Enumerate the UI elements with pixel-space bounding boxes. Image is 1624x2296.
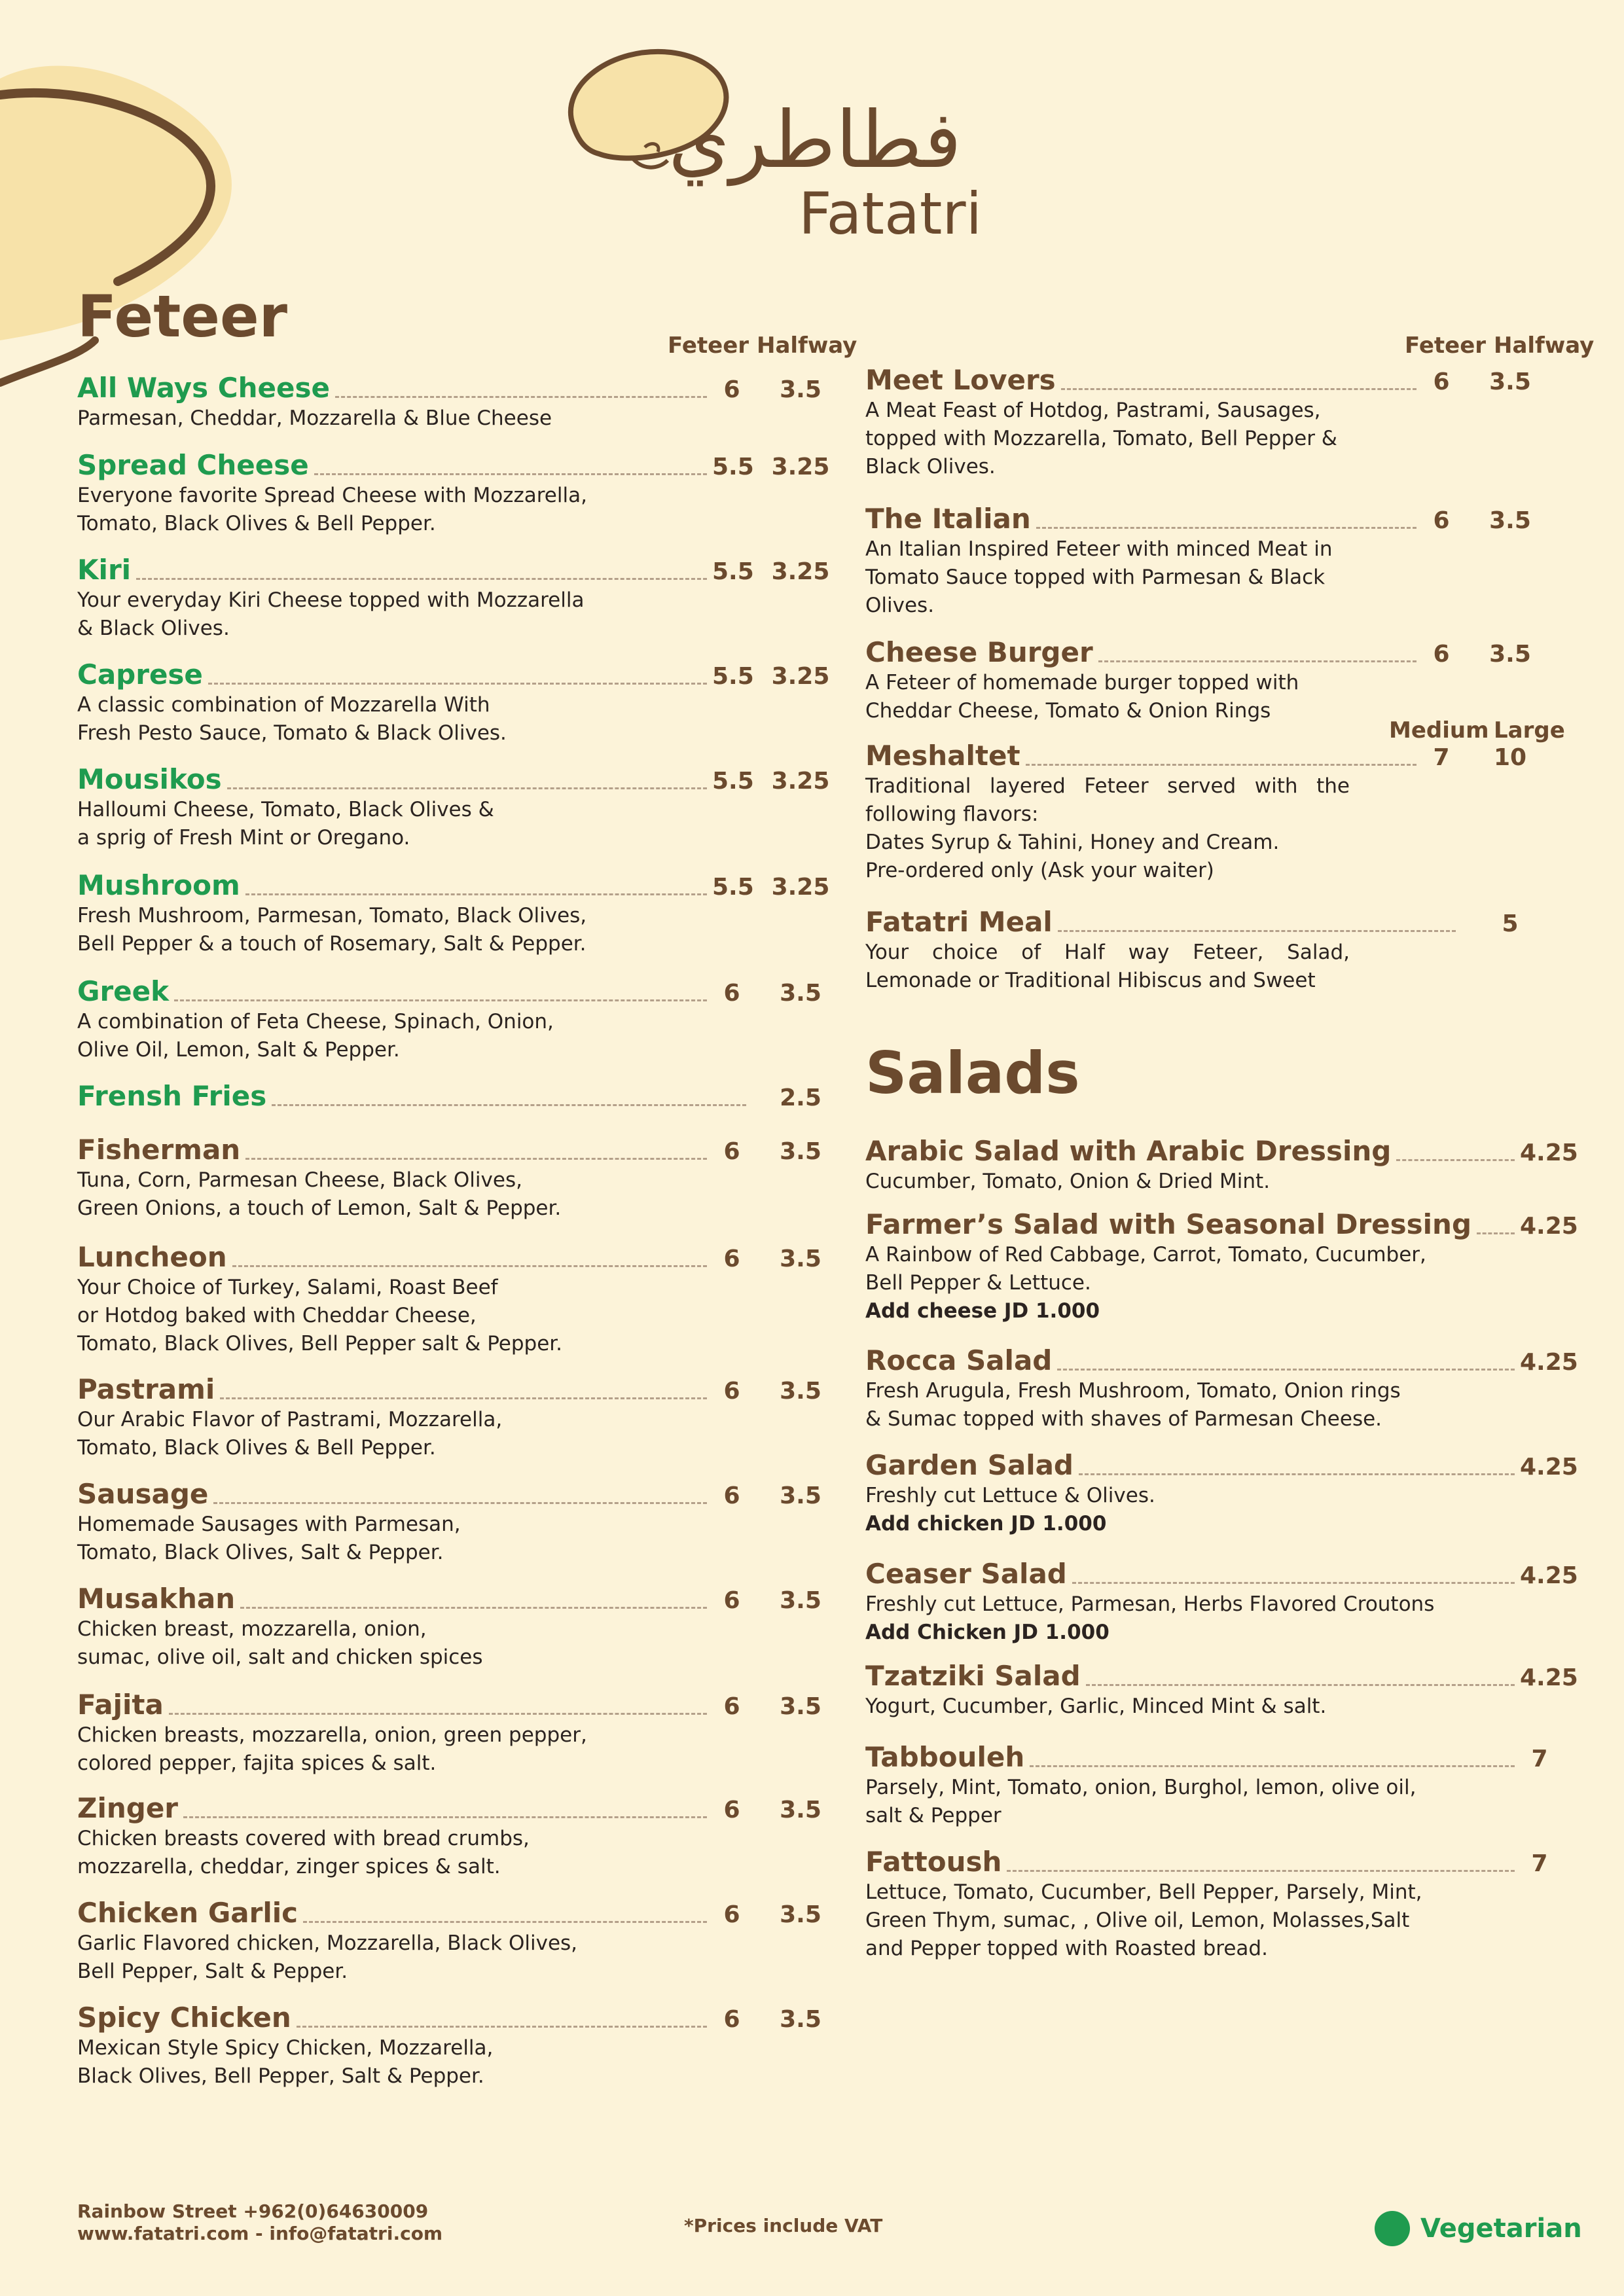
logo-arabic: فطاطري xyxy=(668,95,962,186)
menu-item-name: Fajita xyxy=(77,1689,164,1721)
description-line: Lettuce, Tomato, Cucumber, Bell Pepper, Parsely, Mint, xyxy=(865,1880,1422,1904)
menu-item-price: 7 xyxy=(1531,1746,1548,1772)
menu-item-addon: Add cheese JD 1.000 xyxy=(865,1299,1100,1323)
menu-item-price: 5.5 xyxy=(712,663,754,690)
menu-item-description xyxy=(77,1274,850,1358)
menu-item xyxy=(77,656,850,747)
dotted-leader xyxy=(1058,930,1456,932)
menu-item-name: Cheese Burger xyxy=(865,636,1093,668)
description-line: A Rainbow of Red Cabbage, Carrot, Tomato, Cucumber, xyxy=(865,1243,1426,1266)
menu-item-price: 6 xyxy=(1433,368,1450,395)
menu-item-price: 3.25 xyxy=(771,663,830,690)
menu-item-price: 7 xyxy=(1531,1850,1548,1877)
description-line: Mexican Style Spicy Chicken, Mozzarella, xyxy=(77,2036,494,2060)
menu-item-description xyxy=(865,1482,1559,1510)
menu-item-description xyxy=(77,1721,850,1778)
description-line: Your Choice of Turkey, Salami, Roast Beef xyxy=(77,1276,498,1299)
menu-item-header xyxy=(77,1371,850,1403)
description-line: Tomato, Black Olives, Bell Pepper salt & Pepper. xyxy=(77,1332,563,1355)
menu-item-header xyxy=(865,1555,1578,1590)
description-line: A combination of Feta Cheese, Spinach, Onion, xyxy=(77,1010,554,1033)
menu-item xyxy=(865,1446,1578,1538)
menu-item-description xyxy=(77,1511,850,1567)
menu-item-header xyxy=(77,1580,850,1613)
description-line: Chicken breast, mozzarella, onion, xyxy=(77,1617,427,1641)
menu-item-name: Kiri xyxy=(77,554,132,586)
menu-item-header xyxy=(77,1686,850,1719)
menu-item-price: 10 xyxy=(1493,744,1527,771)
menu-item xyxy=(77,1238,850,1358)
menu-item-description xyxy=(77,796,850,852)
menu-item-price: 4.25 xyxy=(1520,1139,1578,1166)
footer-contact xyxy=(77,2200,442,2245)
menu-item-price: 3.5 xyxy=(1489,641,1531,668)
menu-item-name: Tabbouleh xyxy=(865,1741,1025,1773)
menu-item-description xyxy=(865,1590,1559,1619)
dotted-leader xyxy=(1030,1765,1515,1767)
menu-item-name: Meet Lovers xyxy=(865,364,1056,396)
menu-item-price: 4.25 xyxy=(1520,1664,1578,1691)
menu-item-header xyxy=(865,1132,1578,1167)
menu-item-header xyxy=(77,867,850,899)
description-line: Green Onions, a touch of Lemon, Salt & Pepper. xyxy=(77,1196,562,1220)
menu-item-price: 5 xyxy=(1502,910,1519,937)
description-line: & Black Olives. xyxy=(77,617,230,640)
description-line: A Meat Feast of Hotdog, Pastrami, Sausages, xyxy=(865,399,1321,422)
menu-item xyxy=(865,1132,1578,1196)
description-line: Homemade Sausages with Parmesan, xyxy=(77,1513,461,1536)
dotted-leader xyxy=(174,999,707,1001)
menu-item-header xyxy=(77,1475,850,1508)
menu-item xyxy=(77,1131,850,1223)
description-line: Our Arabic Flavor of Pastrami, Mozzarella, xyxy=(77,1408,503,1431)
menu-item-name: Musakhan xyxy=(77,1583,236,1615)
menu-item xyxy=(865,1657,1578,1721)
menu-item xyxy=(865,737,1559,885)
menu-item xyxy=(77,446,850,538)
menu-item-name: Zinger xyxy=(77,1792,179,1824)
description-line: Parsely, Mint, Tomato, onion, Burghol, lemon, olive oil, xyxy=(865,1776,1416,1799)
description-line: mozzarella, cheddar, zinger spices & salt. xyxy=(77,1855,501,1878)
menu-item xyxy=(865,1206,1578,1325)
col-head-halfway-right: Halfway xyxy=(1494,332,1595,359)
menu-item-name: Arabic Salad with Arabic Dressing xyxy=(865,1135,1392,1167)
menu-item-header xyxy=(865,1446,1578,1481)
menu-item-price: 6 xyxy=(723,980,740,1007)
menu-item-price: 3.5 xyxy=(780,1138,821,1165)
description-line: Tomato, Black Olives & Bell Pepper. xyxy=(77,512,436,535)
description-line: A Feteer of homemade burger topped with xyxy=(865,671,1299,694)
dotted-leader xyxy=(1026,764,1416,766)
menu-item-description xyxy=(77,1825,850,1881)
description-line: Green Thym, sumac, , Olive oil, Lemon, Molasses,Salt xyxy=(865,1909,1410,1932)
menu-item xyxy=(865,500,1559,620)
menu-item-name: Ceaser Salad xyxy=(865,1558,1067,1590)
menu-item-name: Tzatziki Salad xyxy=(865,1660,1081,1692)
description-line: An Italian Inspired Feteer with minced Meat in xyxy=(865,537,1333,561)
footer-address: Rainbow Street +962(0)64630009 xyxy=(77,2200,429,2222)
menu-item-price: 6 xyxy=(723,376,740,403)
dotted-leader xyxy=(183,1816,707,1818)
description-line: Chicken breasts covered with bread crumbs, xyxy=(77,1827,530,1850)
menu-item-description xyxy=(77,404,850,433)
menu-item-description xyxy=(865,1168,1559,1196)
dotted-leader xyxy=(227,787,707,789)
dotted-leader xyxy=(1057,1369,1515,1371)
description-line: Fresh Arugula, Fresh Mushroom, Tomato, Onion rings xyxy=(865,1379,1401,1403)
menu-item-price: 2.5 xyxy=(780,1085,821,1111)
menu-item-header xyxy=(865,1843,1559,1876)
menu-item-header xyxy=(77,446,850,479)
menu-item-name: Chicken Garlic xyxy=(77,1897,298,1929)
description-line: Tuna, Corn, Parmesan Cheese, Black Olives, xyxy=(77,1168,522,1192)
menu-item-header xyxy=(865,1657,1578,1692)
dotted-leader xyxy=(232,1265,707,1267)
menu-item-header xyxy=(77,973,850,1005)
menu-item-price: 6 xyxy=(723,1482,740,1509)
menu-item-price: 3.5 xyxy=(780,1587,821,1614)
menu-item-price: 3.5 xyxy=(780,1378,821,1405)
menu-item-description xyxy=(77,2034,850,2090)
menu-item-price: 4.25 xyxy=(1520,1454,1578,1480)
menu-item xyxy=(77,761,850,852)
dotted-leader xyxy=(297,2026,707,2028)
menu-item-price: 6 xyxy=(723,1797,740,1823)
menu-item-description xyxy=(77,1406,850,1462)
menu-item xyxy=(77,1371,850,1462)
menu-item-price: 3.5 xyxy=(780,980,821,1007)
dotted-leader xyxy=(169,1713,707,1715)
menu-item-name: Spread Cheese xyxy=(77,449,309,481)
menu-item-name: Fattoush xyxy=(865,1846,1002,1878)
menu-item xyxy=(77,1894,850,1986)
description-line: A classic combination of Mozzarella With xyxy=(77,693,490,717)
logo-latin: Fatatri xyxy=(799,180,983,247)
menu-item-description xyxy=(865,772,1350,885)
menu-item-price: 3.25 xyxy=(771,768,830,795)
menu-item-description xyxy=(865,669,1350,725)
menu-item-description xyxy=(865,535,1350,620)
menu-item-header xyxy=(865,634,1559,666)
menu-item-price: 6 xyxy=(723,1378,740,1405)
menu-item-header xyxy=(77,1238,850,1271)
menu-item-name: Farmer’s Salad with Seasonal Dressing xyxy=(865,1208,1472,1240)
menu-item-price: 3.5 xyxy=(780,1797,821,1823)
menu-item-name: Fatatri Meal xyxy=(865,906,1053,938)
dotted-leader xyxy=(213,1502,707,1504)
description-line: Freshly cut Lettuce & Olives. xyxy=(865,1484,1155,1507)
description-line: or Hotdog baked with Cheddar Cheese, xyxy=(77,1304,477,1327)
menu-item xyxy=(865,903,1559,995)
description-line: colored pepper, fajita spices & salt. xyxy=(77,1751,437,1775)
menu-item xyxy=(77,973,850,1064)
menu-item-name: Mushroom xyxy=(77,869,240,901)
menu-item-description xyxy=(865,1693,1559,1721)
description-line: Tomato Sauce topped with Parmesan & Black xyxy=(865,565,1326,589)
dotted-leader xyxy=(1079,1473,1515,1475)
menu-item-name: Garden Salad xyxy=(865,1449,1074,1481)
menu-item-header xyxy=(77,1894,850,1927)
menu-item-description xyxy=(77,1166,850,1223)
description-line: Olives. xyxy=(865,594,935,617)
vegetarian-dot-icon xyxy=(1375,2211,1410,2246)
dotted-leader xyxy=(1072,1582,1515,1584)
menu-item xyxy=(865,634,1559,725)
description-line: Traditional layered Feteer served with the following flavors: xyxy=(865,774,1350,826)
menu-item xyxy=(865,1843,1559,1963)
menu-item xyxy=(865,1555,1578,1647)
description-line: Tomato, Black Olives & Bell Pepper. xyxy=(77,1436,436,1460)
dotted-leader xyxy=(136,578,707,580)
menu-item-price: 6 xyxy=(723,1138,740,1165)
menu-item-price: 5.5 xyxy=(712,558,754,585)
menu-item-description xyxy=(77,902,850,958)
dotted-leader xyxy=(245,1158,707,1160)
description-line: Black Olives. xyxy=(865,455,996,478)
menu-item-name: All Ways Cheese xyxy=(77,372,330,404)
menu-item-description xyxy=(77,482,850,538)
menu-item xyxy=(77,1580,850,1672)
menu-item-addon: Add chicken JD 1.000 xyxy=(865,1512,1107,1535)
description-line: Garlic Flavored chicken, Mozzarella, Black Olives, xyxy=(77,1931,578,1955)
description-line: Fresh Mushroom, Parmesan, Tomato, Black Olives, xyxy=(77,904,587,927)
dotted-leader xyxy=(220,1397,707,1399)
menu-item-price: 3.5 xyxy=(780,1901,821,1928)
description-line: Dates Syrup & Tahini, Honey and Cream. xyxy=(865,831,1280,854)
menu-item-price: 6 xyxy=(1433,507,1450,534)
dotted-leader xyxy=(1098,660,1416,662)
description-line: Fresh Pesto Sauce, Tomato & Black Olives. xyxy=(77,721,507,745)
menu-item-description xyxy=(865,1377,1559,1433)
description-line: Your choice of Half way Feteer, Salad, Lemonade or Traditional Hibiscus and Sweet xyxy=(865,941,1350,992)
dotted-leader xyxy=(335,396,707,398)
description-line: Cheddar Cheese, Tomato & Onion Rings xyxy=(865,699,1271,723)
menu-item-header xyxy=(77,369,850,402)
menu-item-header xyxy=(865,1206,1578,1240)
menu-item-price: 7 xyxy=(1433,744,1450,771)
vat-note: *Prices include VAT xyxy=(684,2215,883,2236)
description-line: Yogurt, Cucumber, Garlic, Minced Mint & salt. xyxy=(865,1695,1327,1718)
description-line: Black Olives, Bell Pepper, Salt & Pepper. xyxy=(77,2064,484,2088)
description-line: Bell Pepper & Lettuce. xyxy=(865,1271,1091,1295)
menu-item xyxy=(77,369,850,433)
menu-item-name: Luncheon xyxy=(77,1241,227,1273)
menu-item xyxy=(77,1077,850,1113)
menu-item-header xyxy=(865,1342,1578,1376)
description-line: and Pepper topped with Roasted bread. xyxy=(865,1937,1268,1960)
description-line: & Sumac topped with shaves of Parmesan Cheese. xyxy=(865,1407,1382,1431)
menu-item xyxy=(865,1342,1578,1433)
description-line: Bell Pepper, Salt & Pepper. xyxy=(77,1960,348,1983)
menu-item-header xyxy=(865,737,1559,770)
menu-item-price: 4.25 xyxy=(1520,1562,1578,1589)
menu-item-header xyxy=(77,1077,850,1110)
description-line: Cucumber, Tomato, Onion & Dried Mint. xyxy=(865,1170,1271,1193)
description-line: Freshly cut Lettuce, Parmesan, Herbs Flavored Croutons xyxy=(865,1592,1435,1616)
menu-item-price: 5.5 xyxy=(712,768,754,795)
menu-item-header xyxy=(77,656,850,689)
description-line: Halloumi Cheese, Tomato, Black Olives & xyxy=(77,798,494,821)
menu-item-description xyxy=(865,939,1350,995)
footer-web: www.fatatri.com - info@fatatri.com xyxy=(77,2223,443,2244)
description-line: topped with Mozzarella, Tomato, Bell Pepper & xyxy=(865,427,1337,450)
dotted-leader xyxy=(1477,1232,1515,1234)
menu-item-price: 3.5 xyxy=(780,2006,821,2033)
dotted-leader xyxy=(1007,1870,1515,1872)
vegetarian-label: Vegetarian xyxy=(1420,2214,1582,2244)
menu-item-price: 6 xyxy=(723,1693,740,1720)
menu-item-header xyxy=(77,1999,850,2032)
description-line: sumac, olive oil, salt and chicken spices xyxy=(77,1645,483,1669)
col-head-feteer: Feteer xyxy=(668,332,749,359)
dotted-leader xyxy=(1086,1684,1515,1686)
description-line: salt & Pepper xyxy=(865,1804,1001,1827)
description-line: Tomato, Black Olives, Salt & Pepper. xyxy=(77,1541,444,1564)
menu-item-name: Greek xyxy=(77,975,170,1007)
menu-item-description xyxy=(77,1929,850,1986)
dotted-leader xyxy=(245,893,707,895)
menu-item xyxy=(77,1686,850,1778)
menu-item xyxy=(77,1999,850,2090)
menu-item-name: Frensh Fries xyxy=(77,1080,267,1112)
menu-item-price: 5.5 xyxy=(712,874,754,901)
menu-item xyxy=(77,551,850,643)
size-head-large: Large xyxy=(1494,717,1565,744)
salads-title: Salads xyxy=(865,1039,1080,1107)
menu-item-header xyxy=(865,1738,1559,1771)
brand-logo xyxy=(560,26,1005,249)
description-line: Chicken breasts, mozzarella, onion, green pepper, xyxy=(77,1723,587,1747)
dotted-leader xyxy=(1061,388,1416,390)
menu-item-name: Pastrami xyxy=(77,1373,215,1405)
menu-item-header xyxy=(77,1131,850,1164)
menu-item-name: Spicy Chicken xyxy=(77,2001,291,2034)
dotted-leader xyxy=(303,1921,707,1923)
menu-item-price: 3.5 xyxy=(780,1693,821,1720)
dotted-leader xyxy=(240,1607,707,1609)
menu-item xyxy=(865,1738,1559,1830)
menu-item-price: 3.25 xyxy=(771,558,830,585)
dotted-leader xyxy=(1036,527,1416,529)
menu-item-price: 3.5 xyxy=(780,1482,821,1509)
menu-item-name: Caprese xyxy=(77,658,203,691)
dotted-leader xyxy=(314,473,707,475)
menu-item-description xyxy=(865,397,1350,481)
menu-item-price: 3.25 xyxy=(771,874,830,901)
feteer-title: Feteer xyxy=(77,283,288,350)
menu-item-name: Meshaltet xyxy=(865,740,1020,772)
menu-item-price: 6 xyxy=(723,1587,740,1614)
menu-item-price: 3.5 xyxy=(780,376,821,403)
menu-item xyxy=(865,361,1559,481)
menu-item-header xyxy=(865,903,1559,936)
menu-item-price: 3.5 xyxy=(1489,507,1531,534)
col-head-halfway: Halfway xyxy=(757,332,857,359)
description-line: Your everyday Kiri Cheese topped with Mozzarella xyxy=(77,588,585,612)
menu-item-name: Fisherman xyxy=(77,1134,241,1166)
menu-item-price: 3.5 xyxy=(780,1246,821,1272)
menu-item-header xyxy=(865,361,1559,394)
dotted-leader xyxy=(272,1104,746,1106)
menu-item-description xyxy=(77,1615,850,1672)
menu-item-price: 3.25 xyxy=(771,454,830,480)
menu-item-price: 5.5 xyxy=(712,454,754,480)
menu-item-addon: Add Chicken JD 1.000 xyxy=(865,1621,1110,1644)
menu-item-description xyxy=(865,1241,1559,1297)
menu-item-header xyxy=(77,1789,850,1822)
menu-item-header xyxy=(77,761,850,793)
menu-item-price: 4.25 xyxy=(1520,1349,1578,1376)
menu-item-price: 6 xyxy=(723,1246,740,1272)
description-line: Olive Oil, Lemon, Salt & Pepper. xyxy=(77,1038,400,1062)
description-line: Parmesan, Cheddar, Mozzarella & Blue Cheese xyxy=(77,406,552,430)
menu-item-description xyxy=(865,1878,1559,1963)
menu-item xyxy=(77,867,850,958)
menu-item-price: 4.25 xyxy=(1520,1213,1578,1240)
menu-item-name: The Italian xyxy=(865,503,1031,535)
col-head-feteer-right: Feteer xyxy=(1405,332,1487,359)
dotted-leader xyxy=(1396,1159,1515,1161)
description-line: Pre-ordered only (Ask your waiter) xyxy=(865,859,1214,882)
size-head-medium: Medium xyxy=(1389,717,1489,744)
description-line: a sprig of Fresh Mint or Oregano. xyxy=(77,826,410,850)
vegetarian-legend xyxy=(1375,2211,1582,2246)
menu-item-header xyxy=(77,551,850,584)
menu-item-name: Rocca Salad xyxy=(865,1344,1053,1376)
menu-item-description xyxy=(77,1008,850,1064)
menu-item-description xyxy=(77,586,850,643)
dotted-leader xyxy=(208,683,707,685)
menu-item-name: Mousikos xyxy=(77,763,222,795)
menu-item xyxy=(77,1475,850,1567)
description-line: Everyone favorite Spread Cheese with Mozzarella, xyxy=(77,484,587,507)
menu-item-price: 6 xyxy=(1433,641,1450,668)
menu-item-name: Sausage xyxy=(77,1478,209,1510)
menu-item-price: 6 xyxy=(723,2006,740,2033)
menu-item-price: 6 xyxy=(723,1901,740,1928)
menu-item-description xyxy=(865,1774,1559,1830)
menu-item-description xyxy=(77,691,850,747)
description-line: Bell Pepper & a touch of Rosemary, Salt & Pepper. xyxy=(77,932,586,956)
menu-item-header xyxy=(865,500,1559,533)
menu-item-price: 3.5 xyxy=(1489,368,1531,395)
menu-item xyxy=(77,1789,850,1881)
